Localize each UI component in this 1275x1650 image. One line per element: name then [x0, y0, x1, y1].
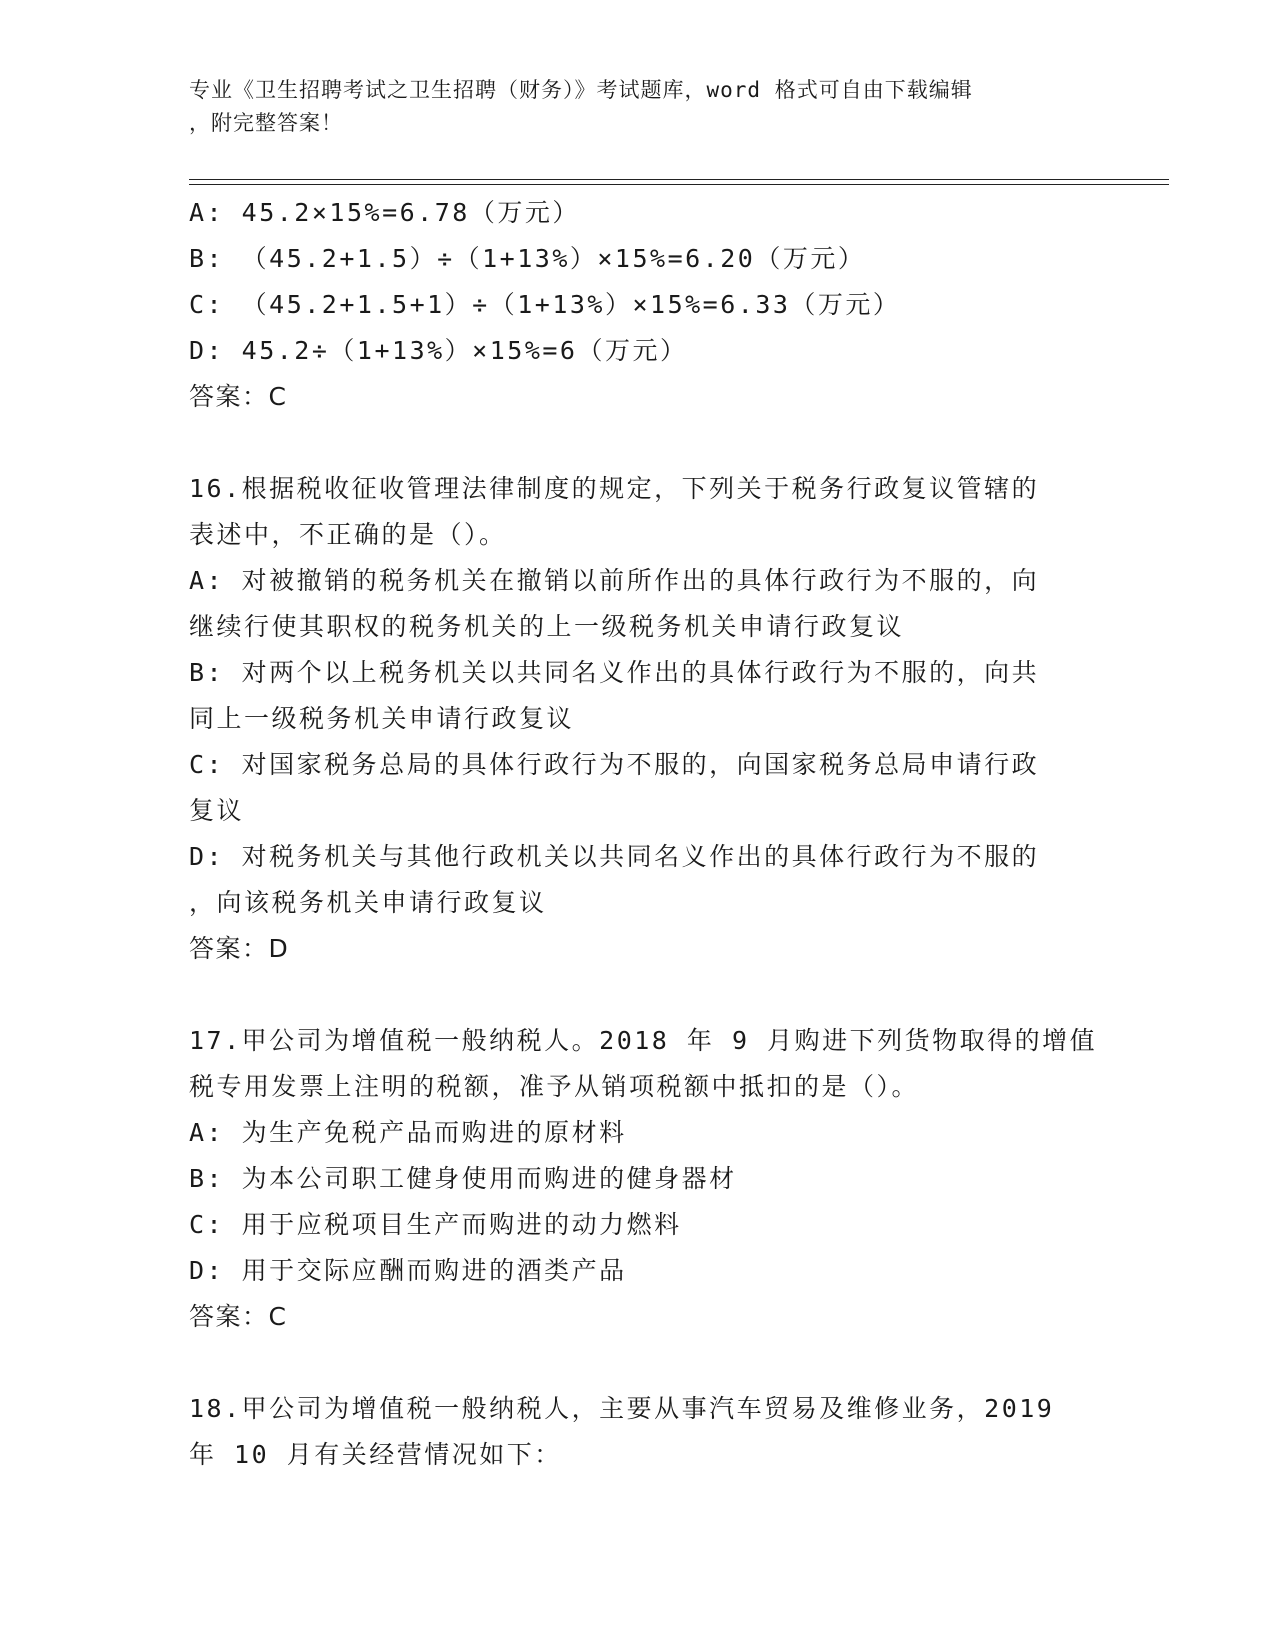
option-a-line-1: A: 对被撤销的税务机关在撤销以前所作出的具体行政行为不服的，向 [189, 566, 1040, 595]
option-b: B: 为本公司职工健身使用而购进的健身器材 [189, 1164, 737, 1193]
option-c-line-2: 复议 [189, 796, 245, 825]
question-stem-line-1: 18.甲公司为增值税一般纳税人，主要从事汽车贸易及维修业务，2019 [189, 1394, 1055, 1423]
question-stem-line-2: 年 10 月有关经营情况如下： [189, 1440, 562, 1469]
question-stem-line-2: 税专用发票上注明的税额，准予从销项税额中抵扣的是（）。 [189, 1072, 920, 1101]
header-title-line-2: ，附完整答案！ [189, 111, 343, 135]
spacer [189, 1340, 1089, 1386]
option-c: C: （45.2+1.5+1）÷（1+13%）×15%=6.33（万元） [189, 290, 901, 319]
document-header [189, 74, 1089, 140]
option-a-line-2: 继续行使其职权的税务机关的上一级税务机关申请行政复议 [189, 612, 905, 641]
answer-line: 答案：C [189, 1302, 288, 1331]
header-title-line-1: 专业《卫生招聘考试之卫生招聘（财务）》考试题库，word 格式可自由下载编辑 [189, 78, 973, 102]
option-b-line-1: B: 对两个以上税务机关以共同名义作出的具体行政行为不服的，向共 [189, 658, 1040, 687]
option-b: B: （45.2+1.5）÷（1+13%）×15%=6.20（万元） [189, 244, 866, 273]
question-16-block [189, 466, 1089, 972]
question-stem-line-2: 表述中，不正确的是（）。 [189, 520, 507, 549]
option-d-line-1: D: 对税务机关与其他行政机关以共同名义作出的具体行政行为不服的 [189, 842, 1040, 871]
spacer [189, 420, 1089, 466]
question-stem-line-1: 16.根据税收征收管理法律制度的规定，下列关于税务行政复议管辖的 [189, 474, 1040, 503]
option-d-line-2: ，向该税务机关申请行政复议 [189, 888, 547, 917]
question-content [189, 190, 1098, 1478]
question-17-block [189, 1018, 1098, 1340]
spacer [189, 972, 1089, 1018]
question-18-block [189, 1386, 1089, 1478]
option-d: D: 45.2÷（1+13%）×15%=6（万元） [189, 336, 688, 365]
question-15-block [189, 190, 1089, 420]
header-rule-bottom [189, 184, 1169, 185]
answer-line: 答案：C [189, 382, 288, 411]
option-b-line-2: 同上一级税务机关申请行政复议 [189, 704, 575, 733]
option-a: A: 45.2×15%=6.78（万元） [189, 198, 580, 227]
header-rule-top [189, 179, 1169, 180]
option-a: A: 为生产免税产品而购进的原材料 [189, 1118, 627, 1147]
question-stem-line-1: 17.甲公司为增值税一般纳税人。2018 年 9 月购进下列货物取得的增值 [189, 1026, 1098, 1055]
option-d: D: 用于交际应酬而购进的酒类产品 [189, 1256, 627, 1285]
option-c-line-1: C: 对国家税务总局的具体行政行为不服的，向国家税务总局申请行政 [189, 750, 1040, 779]
answer-line: 答案：D [189, 934, 290, 963]
option-c: C: 用于应税项目生产而购进的动力燃料 [189, 1210, 682, 1239]
